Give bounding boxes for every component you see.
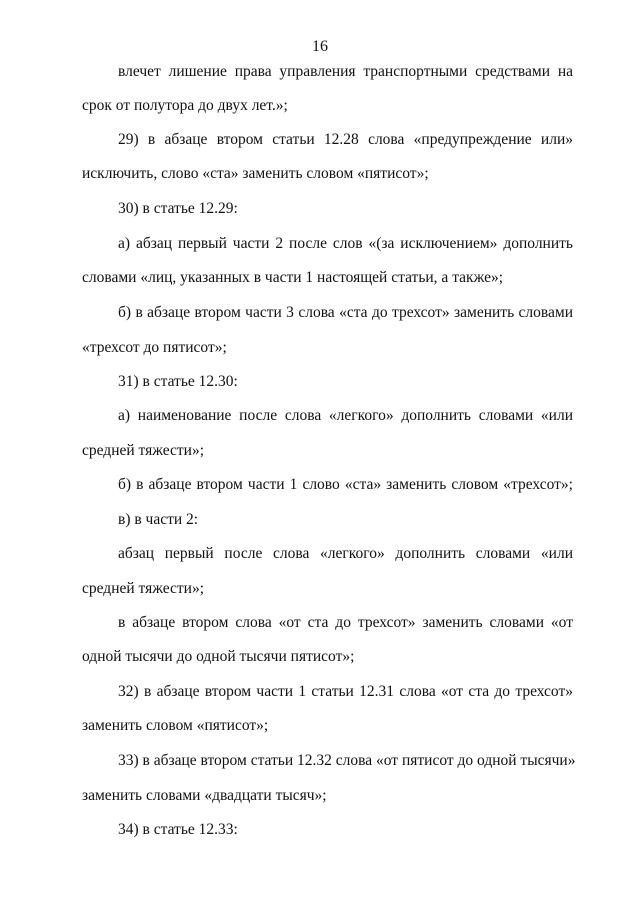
text-line: б) в абзаце втором части 3 слова «ста до трехсот» заменить словами xyxy=(118,304,573,321)
text-line: а) наименование после слова «легкого» дополнить словами «или xyxy=(118,407,573,424)
text-line: в абзаце втором слова «от ста до трехсот» заменить словами «от xyxy=(118,614,573,631)
text-line: 32) в абзаце втором части 1 статьи 12.31 слова «от ста до трехсот» xyxy=(118,683,573,700)
text-line: 30) в статье 12.29: xyxy=(118,200,238,217)
text-line: исключить, слово «ста» заменить словом «пятисот»; xyxy=(82,165,429,182)
text-line: 33) в абзаце втором статьи 12.32 слова «от пятисот до одной тысячи» xyxy=(118,752,576,769)
text-line: абзац первый после слова «легкого» дополнить словами «или xyxy=(118,545,573,562)
page-number: 16 xyxy=(312,38,328,55)
text-line: средней тяжести»; xyxy=(82,580,205,597)
text-line: заменить словами «двадцати тысяч»; xyxy=(82,787,327,804)
text-line: б) в абзаце втором части 1 слово «ста» заменить словом «трехсот»; xyxy=(118,476,573,493)
text-line: одной тысячи до одной тысячи пятисот»; xyxy=(82,648,355,665)
text-line: 31) в статье 12.30: xyxy=(118,373,238,390)
text-line: 29) в абзаце втором статьи 12.28 слова «предупреждение или» xyxy=(118,131,573,148)
text-line: а) абзац первый части 2 после слов «(за исключением» дополнить xyxy=(118,235,573,252)
text-line: влечет лишение права управления транспортными средствами на xyxy=(118,63,573,80)
text-line: в) в части 2: xyxy=(118,511,199,528)
text-line: заменить словом «пятисот»; xyxy=(82,717,269,734)
text-line: средней тяжести»; xyxy=(82,442,205,459)
text-line: срок от полутора до двух лет.»; xyxy=(82,97,288,114)
text-line: словами «лиц, указанных в части 1 настоящей статьи, а также»; xyxy=(82,269,504,286)
text-line: «трехсот до пятисот»; xyxy=(82,339,227,356)
text-line: 34) в статье 12.33: xyxy=(118,821,238,838)
